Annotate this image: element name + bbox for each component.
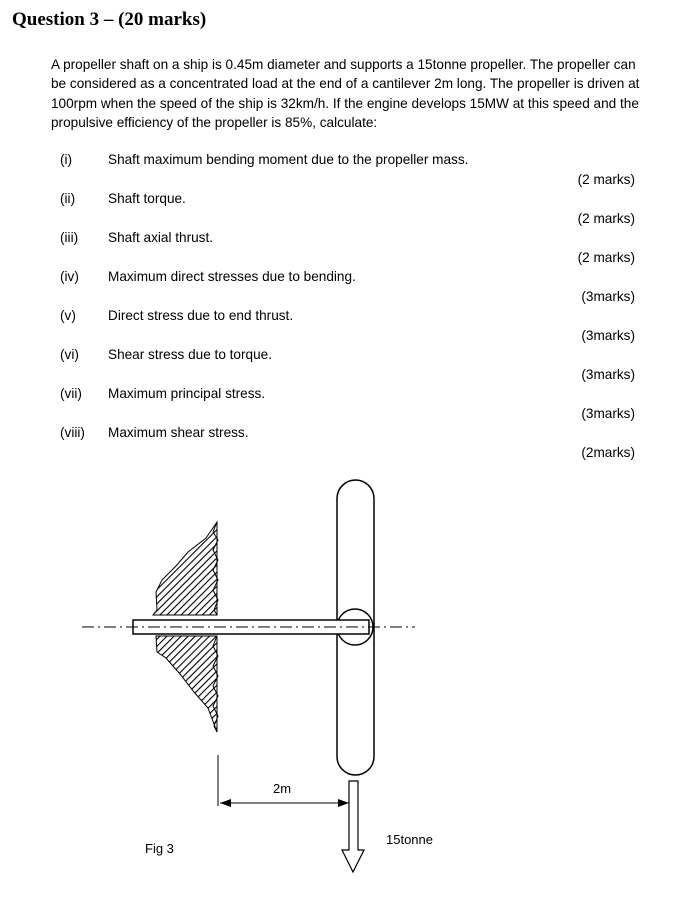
sub-question-number: (iv) <box>60 269 79 284</box>
sub-question-number: (i) <box>60 152 73 167</box>
sub-question-text: Direct stress due to end thrust. <box>108 308 294 323</box>
question-intro: A propeller shaft on a ship is 0.45m diameter and supports a 15tonne propeller. The propeller can be considered as a concentrated load at the end of a cantilever 2m long. The propeller is driven at 100rpm when the speed of the ship is 32km/h. If the engine develops 15MW at this speed and the propulsive efficiency of the propeller is 85%, calculate: <box>51 57 640 131</box>
sub-question-number: (iii) <box>60 230 79 245</box>
sub-question-marks: (2 marks) <box>577 172 635 187</box>
load-arrow <box>342 781 364 872</box>
sub-question-marks: (2marks) <box>581 445 635 460</box>
sub-question-marks: (3marks) <box>581 406 635 421</box>
load-label: 15tonne <box>386 832 433 847</box>
sub-question-number: (vii) <box>60 386 82 401</box>
dimension-arrow-left <box>220 799 231 807</box>
dimension-label: 2m <box>273 781 292 796</box>
sub-question-text: Maximum direct stresses due to bending. <box>108 269 356 284</box>
sub-question-text: Shaft torque. <box>108 191 186 206</box>
sub-question-text: Shaft axial thrust. <box>108 230 214 245</box>
figure-caption: Fig 3 <box>145 841 174 856</box>
sub-question-number: (viii) <box>60 425 85 440</box>
figure-3 <box>0 470 679 896</box>
sub-question-marks: (2 marks) <box>577 250 635 265</box>
sub-question-text: Maximum principal stress. <box>108 386 266 401</box>
question-title: Question 3 – (20 marks) <box>12 9 207 30</box>
sub-question-marks: (2 marks) <box>577 211 635 226</box>
sub-question-text: Shaft maximum bending moment due to the propeller mass. <box>108 152 469 167</box>
sub-question-marks: (3marks) <box>581 289 635 304</box>
hull-lower-hatched <box>156 636 217 732</box>
propeller-shaft-diagram <box>0 470 679 896</box>
sub-question-text: Maximum shear stress. <box>108 425 249 440</box>
sub-question-number: (vi) <box>60 347 79 362</box>
sub-question-text: Shear stress due to torque. <box>108 347 272 362</box>
sub-question-marks: (3marks) <box>581 328 635 343</box>
hull-upper-hatched <box>153 522 217 615</box>
dimension-arrow-right <box>338 799 349 807</box>
sub-question-number: (ii) <box>60 191 76 206</box>
sub-question-marks: (3marks) <box>581 367 635 382</box>
sub-question-number: (v) <box>60 308 76 323</box>
